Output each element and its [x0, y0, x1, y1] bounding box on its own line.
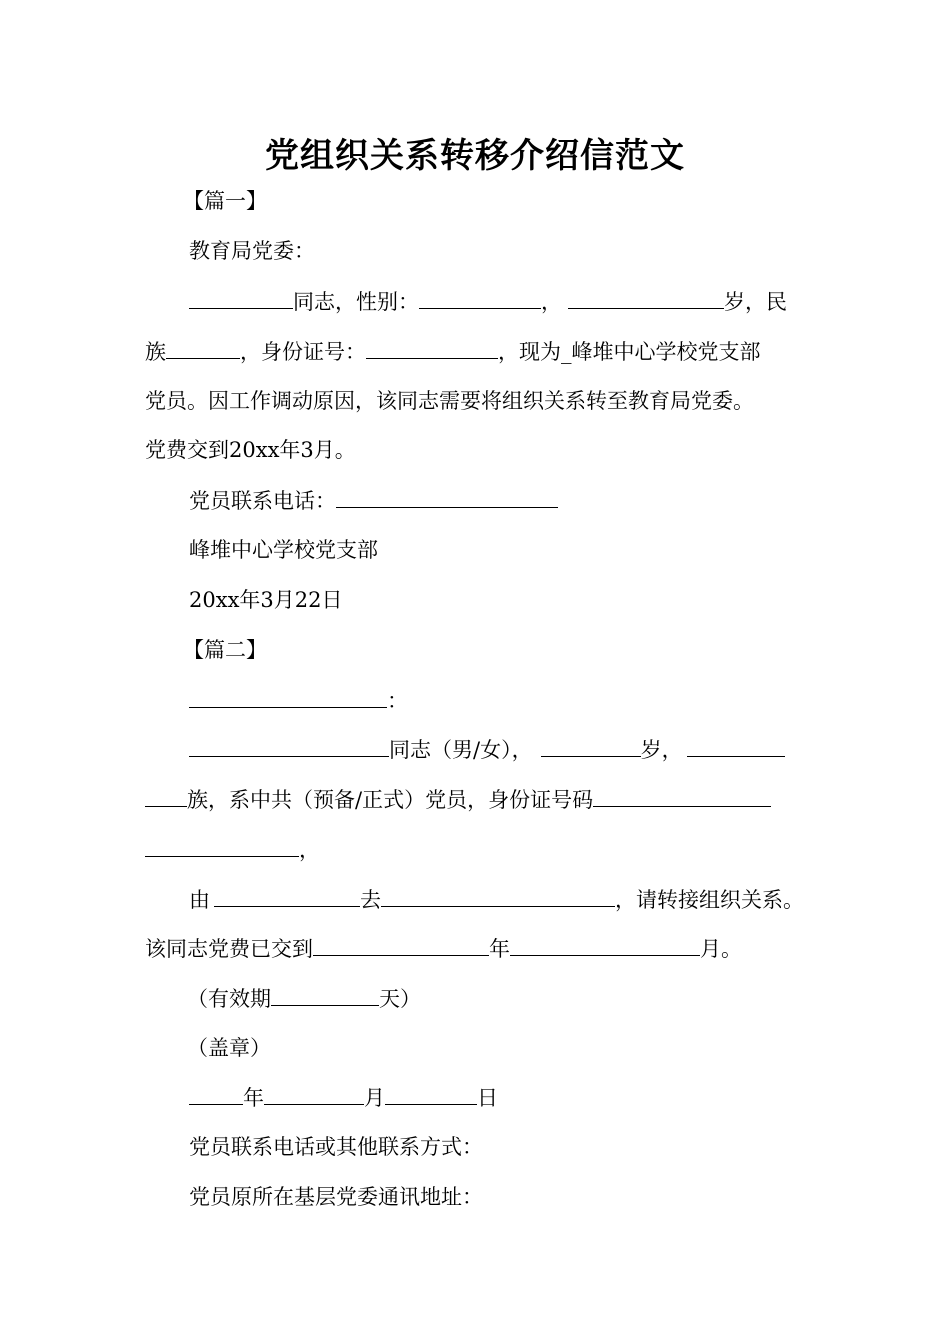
- p2-line-3: ，: [145, 834, 320, 865]
- p2-line-4: 由 去 ，请转接组织关系。: [189, 884, 804, 915]
- p1-line-4: 党费交到20xx年3月。: [145, 438, 356, 462]
- fee-month-blank: [510, 933, 700, 956]
- p2-line-2: 族，系中共（预备/正式）党员，身份证号码: [145, 784, 771, 815]
- date-year-blank: [189, 1082, 243, 1105]
- p2-contact: 党员联系电话或其他联系方式：: [189, 1135, 483, 1159]
- p2-line-5: 该同志党费已交到 年 月。: [145, 933, 742, 964]
- section-heading-1: 【篇一】: [183, 189, 267, 213]
- ethnic-blank-2-cont: [145, 784, 187, 807]
- fee-year-blank: [313, 933, 489, 956]
- ethnic-blank: [166, 336, 240, 359]
- date-day-blank: [385, 1082, 477, 1105]
- p2-date: 年 月 日: [189, 1082, 498, 1113]
- p1-line-1: 同志，性别： ， 岁，民: [189, 286, 787, 317]
- p1-date: 20xx年3月22日: [189, 588, 343, 612]
- name-blank: [189, 286, 293, 309]
- p1-org: 峰堆中心学校党支部: [189, 538, 378, 562]
- p1-line-3: 党员。因工作调动原因，该同志需要将组织关系转至教育局党委。: [145, 389, 754, 413]
- ethnic-blank-2: [687, 734, 785, 757]
- validity-blank: [271, 983, 379, 1006]
- id-blank-2-cont: [145, 834, 299, 857]
- date-month-blank: [264, 1082, 364, 1105]
- p2-line-1: 同志（男/女）， 岁，: [189, 734, 785, 765]
- age-blank-2: [541, 734, 641, 757]
- section-heading-2: 【篇二】: [183, 638, 267, 662]
- name-blank-2: [189, 734, 389, 757]
- p2-address: 党员原所在基层党委通讯地址：: [189, 1185, 483, 1209]
- from-blank: [214, 884, 360, 907]
- p1-line-2: 族 ，身份证号： ，现为_峰堆中心学校党支部: [145, 336, 761, 367]
- p2-recipient: ：: [189, 685, 408, 716]
- p2-validity: （有效期 天）: [187, 983, 421, 1014]
- phone-blank: [336, 485, 558, 508]
- page-title: 党组织关系转移介绍信范文: [265, 136, 685, 176]
- recipient-blank: [189, 685, 387, 708]
- p2-seal: （盖章）: [187, 1036, 271, 1060]
- to-blank: [381, 884, 615, 907]
- gender-blank: [419, 286, 541, 309]
- id-blank: [366, 336, 498, 359]
- id-blank-2: [593, 784, 771, 807]
- salutation: 教育局党委：: [189, 239, 315, 263]
- p1-phone: 党员联系电话：: [189, 485, 558, 516]
- age-blank: [568, 286, 724, 309]
